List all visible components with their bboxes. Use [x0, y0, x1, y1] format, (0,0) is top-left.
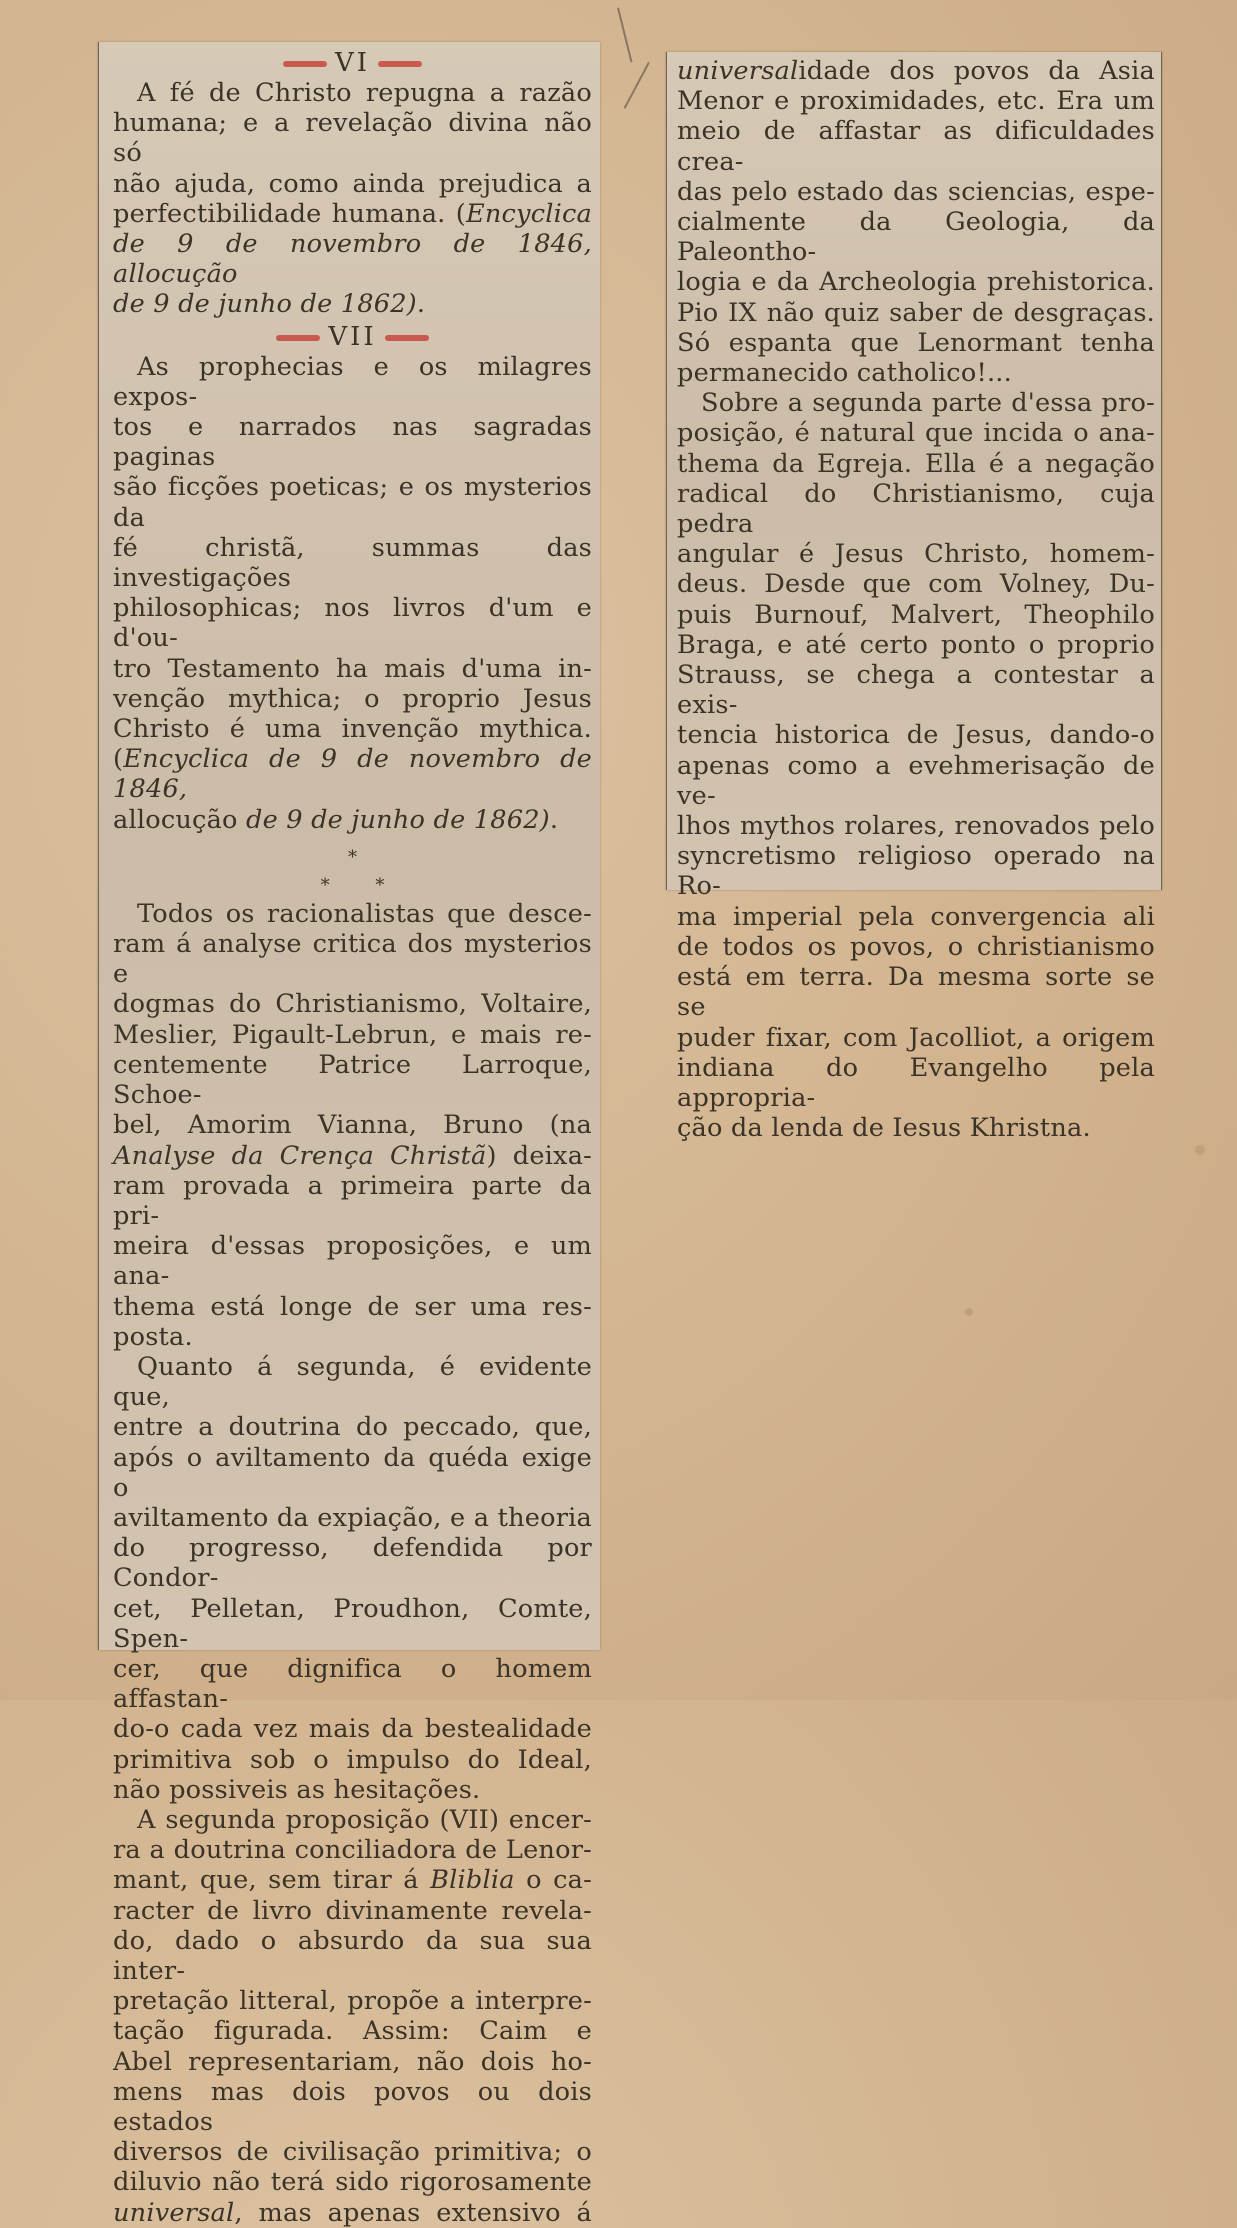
text-line: ram provada a primeira parte da pri-: [113, 1170, 592, 1231]
text-line: não ajuda, como ainda prejudica a: [113, 168, 592, 199]
newspaper-clipping-right-column: [666, 52, 1162, 1144]
pencil-mark-top: [617, 8, 632, 63]
text-line: A fé de Christo repugna a razão: [137, 78, 592, 108]
heading-vii-text: VII: [328, 321, 377, 352]
paragraph-vi: [113, 78, 592, 320]
text-line: angular é Jesus Christo, homem-: [677, 539, 1155, 570]
text-line: apenas como a evehmerisação de ve-: [677, 750, 1155, 811]
text-line: thema está longe de ser uma res-: [113, 1291, 592, 1322]
text-line: A segunda proposição (VII) encer-: [137, 1804, 592, 1835]
text-line: mens mas dois povos ou dois estados: [113, 2076, 592, 2137]
text-line: não possiveis as hesitações.: [113, 1774, 481, 1805]
text-line: após o aviltamento da quéda exige o: [113, 1442, 592, 1503]
text-line: dogmas do Christianismo, Voltaire,: [113, 989, 592, 1020]
text-line: allocução de 9 de junho de 1862).: [113, 804, 559, 835]
text-line: Braga, e até certo ponto o proprio: [677, 629, 1155, 660]
italic-phrase: de 9 de novembro de 1846, allocução: [113, 229, 592, 290]
red-underline-mark: [385, 335, 429, 341]
text-line: puder fixar, com Jacolliot, a origem: [677, 1022, 1155, 1053]
pencil-mark-slash: [624, 62, 650, 109]
text-line: do-o cada vez mais da bestealidade: [113, 1714, 592, 1745]
text-line: puis Burnouf, Malvert, Theophilo: [677, 599, 1155, 630]
text-line: são ficções poeticas; e os mysterios da: [113, 472, 592, 533]
text-line: centemente Patrice Larroque, Schoe-: [113, 1049, 592, 1111]
text-line: ra a doutrina conciliadora de Lenor-: [113, 1835, 592, 1866]
red-underline-mark: [276, 335, 320, 341]
text-line: mant, que, sem tirar á Bliblia o ca-: [113, 1865, 592, 1896]
text-line: ção da lenda de Iesus Khristna.: [677, 1113, 1091, 1144]
paragraph-sobre: [677, 388, 1155, 1143]
text-line: perfectibilidade humana. (Encyclica: [113, 198, 592, 229]
paper-stain: [965, 1308, 973, 1316]
text-line: deus. Desde que com Volney, Du-: [677, 569, 1155, 600]
text-line: Pio IX não quiz saber de desgraças.: [677, 297, 1155, 328]
text-line: philosophicas; nos livros d'um e d'ou-: [113, 593, 592, 654]
italic-phrase: Analyse da Crença Christã: [113, 1140, 487, 1171]
text-line: Christo é uma invenção mythica.: [113, 714, 592, 745]
text-line: Abel representariam, não dois ho-: [113, 2046, 592, 2077]
text-line: tro Testamento ha mais d'uma in-: [113, 653, 592, 684]
text-line: posta.: [113, 1321, 193, 1352]
text-line: Menor e proximidades, etc. Era um: [677, 86, 1155, 117]
text-line: Quanto á segunda, é evidente que,: [113, 1351, 592, 1413]
text-line: primitiva sob o impulso do Ideal,: [113, 1744, 592, 1775]
text-line: [113, 229, 592, 289]
text-line: entre a doutrina do peccado, que,: [113, 1412, 592, 1443]
text-line: cer, que dignifica o homem affastan-: [113, 1653, 592, 1715]
italic-phrase: de 9 de junho de 1862): [113, 289, 417, 320]
text-line: tos e narrados nas sagradas paginas: [113, 412, 592, 473]
text-line: venção mythica; o proprio Jesus: [113, 683, 592, 714]
text-line: bel, Amorim Vianna, Bruno (na: [113, 1110, 592, 1141]
paragraph-segunda: [113, 1352, 592, 1805]
text-line: Todos os racionalistas que desce-: [137, 898, 592, 929]
text-line: racter de livro divinamente revela-: [113, 1895, 592, 1926]
text-line: diversos de civilisação primitiva; o: [113, 2137, 592, 2168]
italic-phrase: Encyclica: [465, 198, 592, 229]
paragraph-racionalistas: [113, 899, 592, 1352]
text-line: permanecido catholico!...: [677, 358, 1012, 389]
text-line: ram á analyse critica dos mysterios e: [113, 929, 592, 990]
text-line: Sobre a segunda parte d'essa pro-: [701, 388, 1155, 419]
text-line: universalidade dos povos da Asia: [677, 56, 1155, 86]
text-line: Analyse da Crença Christã) deixa-: [113, 1140, 592, 1171]
text-line: cet, Pelletan, Proudhon, Comte, Spen-: [113, 1593, 592, 1654]
text-line: aviltamento da expiação, e a theoria: [113, 1502, 592, 1533]
paragraph-continuation: [677, 56, 1155, 388]
text-line: de 9 de junho de 1862).: [113, 289, 426, 320]
text-line: do progresso, defendida por Condor-: [113, 1533, 592, 1594]
paragraph-proposicao: [113, 1805, 592, 2228]
paragraph-vii: [113, 352, 592, 835]
text-line: thema da Egreja. Ella é a negação: [677, 448, 1155, 479]
text-line: pretação litteral, propõe a interpre-: [113, 1986, 592, 2017]
text-line: meira d'essas proposições, e um ana-: [113, 1231, 592, 1292]
italic-phrase: universal: [677, 56, 799, 86]
text-line: ma imperial pela convergencia ali: [677, 901, 1155, 932]
section-separator-star: *: [348, 846, 357, 868]
italic-phrase: universal: [113, 2197, 235, 2228]
newspaper-clipping-left-column: [98, 42, 600, 2228]
text-line: do, dado o absurdo da sua sua inter-: [113, 1925, 592, 1986]
section-heading-vi: [113, 48, 592, 78]
text-line: posição, é natural que incida o ana-: [677, 418, 1155, 449]
text-line: As prophecias e os milagres expos-: [113, 351, 592, 412]
text-line: fé christã, summas das investigações: [113, 532, 592, 594]
text-line: cialmente da Geologia, da Paleontho-: [677, 207, 1155, 268]
text-line: das pelo estado das sciencias, espe-: [677, 176, 1155, 207]
italic-phrase: de 9 de junho de 1862): [246, 804, 550, 835]
text-line: Meslier, Pigault-Lebrun, e mais re-: [113, 1019, 592, 1050]
section-heading-vii: [113, 322, 592, 352]
text-line: está em terra. Da mesma sorte se se: [677, 962, 1155, 1023]
text-line: tação figurada. Assim: Caim e: [113, 2016, 592, 2047]
text-line: indiana do Evangelho pela appropria-: [677, 1052, 1155, 1113]
paper-stain: [1195, 1145, 1205, 1155]
italic-phrase: Bliblia: [430, 1865, 515, 1896]
text-line: Só espanta que Lenormant tenha: [677, 327, 1155, 358]
text-line: humana; e a revelação divina não só: [113, 108, 592, 169]
text-line: (Encyclica de 9 de novembro de 1846,: [113, 744, 592, 805]
section-separator-stars: * *: [320, 874, 385, 896]
text-line: diluvio não terá sido rigorosamente: [113, 2167, 592, 2198]
red-underline-mark: [283, 61, 327, 67]
heading-vi-text: VI: [334, 48, 371, 78]
text-line: universal, mas apenas extensivo á: [113, 2197, 592, 2228]
text-line: radical do Christianismo, cuja pedra: [677, 478, 1155, 540]
text-line: syncretismo religioso operado na Ro-: [677, 841, 1155, 902]
text-line: Strauss, se chega a contestar a exis-: [677, 660, 1155, 721]
red-underline-mark: [378, 61, 422, 67]
text-line: lhos mythos rolares, renovados pelo: [677, 811, 1155, 842]
text-line: tencia historica de Jesus, dando-o: [677, 720, 1155, 751]
italic-phrase: Encyclica de 9 de novembro de 1846,: [113, 744, 592, 805]
text-line: meio de affastar as dificuldades crea-: [677, 116, 1155, 177]
text-line: logia e da Archeologia prehistorica.: [677, 267, 1155, 298]
text-line: de todos os povos, o christianismo: [677, 931, 1155, 962]
